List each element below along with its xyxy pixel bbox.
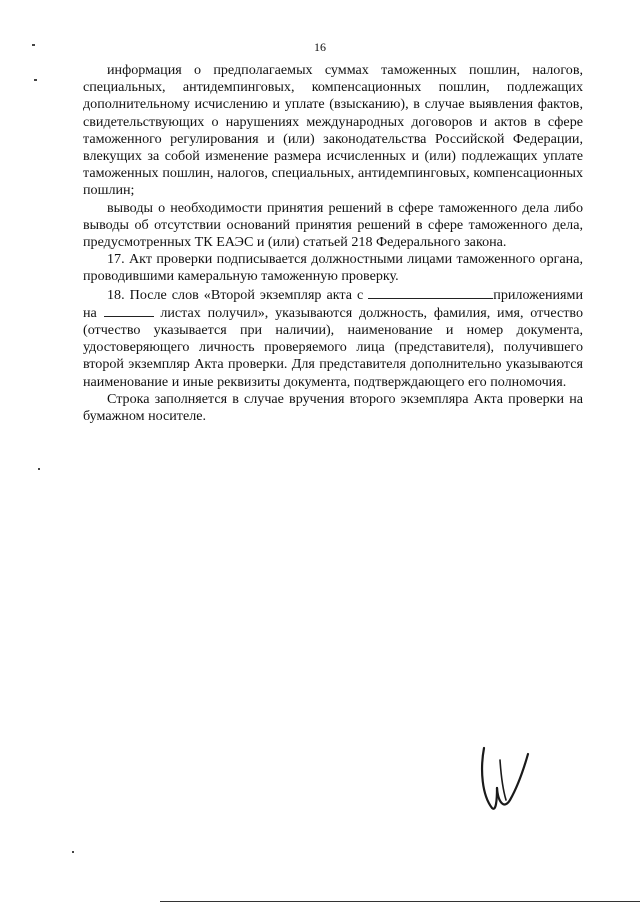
scan-mark [72, 851, 74, 853]
blank-attachments-line [368, 286, 493, 299]
scan-edge-line [160, 901, 640, 902]
paragraph-18-part1: 18. После слов «Второй экземпляр акта с [107, 286, 369, 303]
scan-mark [32, 44, 35, 46]
scan-mark [38, 468, 40, 470]
paragraph-customs-duties-info: информация о предполагаемых суммах таможенных пошлин, налогов, специальных, антидемпинговых, компенсационных пошлин, подлежащих дополнительному исчислению и уплате (взысканию), в случае выявления фактов, свидетельствующих о нарушениях международных договоров и актов в сфере таможенного регулирования и (или) законодательства Российской Федерации, влекущих за собой изменение размера исчисленных и (или) подлежащих уплате таможенных пошлин, налогов, специальных, антидемпинговых, компенсационных пошлин; [83, 62, 583, 199]
handwritten-signature [470, 740, 540, 820]
paragraph-18 [83, 286, 583, 391]
paragraph-18-part3: листах получил», указываются должность, фамилия, имя, отчество (отчество указывается при наличии), наименование и номер документа, удостоверяющего личность проверяемого лица (представителя), получившего второй экземпляр Акта проверки. Для представителя дополнительно указываются наименование и иные реквизиты документа, подтверждающего его полномочия. [83, 304, 583, 390]
paragraph-18-part2: приложениями на [83, 286, 583, 321]
paragraph-conclusions: выводы о необходимости принятия решений в сфере таможенного дела либо выводы об отсутствии оснований принятия решений в сфере таможенного дела, предусмотренных ТК ЕАЭС и (или) статьей 218 Федерального закона. [83, 199, 583, 251]
page-number: 16 [314, 40, 326, 54]
scan-mark [34, 79, 37, 81]
paragraph-17: 17. Акт проверки подписывается должностными лицами таможенного органа, проводившими камеральную таможенную проверку. [83, 251, 583, 285]
paragraph-final-note: Строка заполняется в случае вручения второго экземпляра Акта проверки на бумажном носителе. [83, 390, 583, 425]
document-body [83, 62, 583, 425]
blank-sheets-line [104, 304, 154, 317]
